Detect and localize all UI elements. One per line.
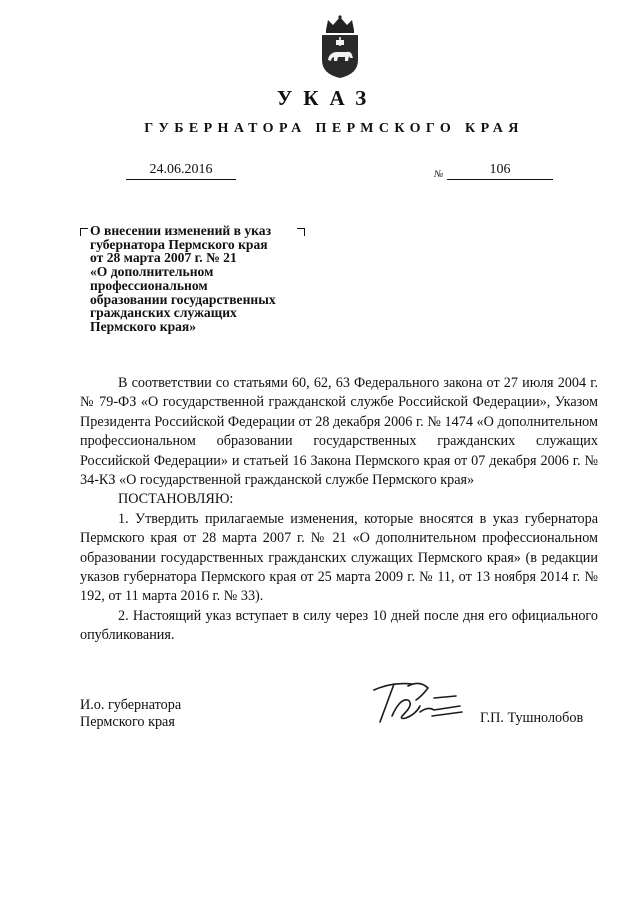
handwritten-signature xyxy=(372,676,464,728)
decree-word: ПОСТАНОВЛЯЮ: xyxy=(118,491,234,508)
document-number: 106 xyxy=(447,162,553,180)
preamble-paragraph: В соответствии со статьями 60, 62, 63 Федерального закона от 27 июля 2004 г. № 79-ФЗ «О государственной гражданской службе Российской Федерации», Указом Президента Российской Федерации от 28 декабря 2006 г. № 1474 «О дополнительном профессиональном образовании государственных гражданских служащих Российской Федерации» и статьей 16 Закона Пермского края от 07 декабря 2006 г. № 34-КЗ «О государственной гражданской службе Пермского края» xyxy=(80,375,598,489)
subject-line: О внесении изменений в указ xyxy=(90,223,272,238)
subject-line: «О дополнительном xyxy=(90,264,214,280)
document-body xyxy=(80,374,598,646)
item-1-paragraph: 1. Утвердить прилагаемые изменения, которые вносятся в указ губернатора Пермского края от 28 марта 2007 г. № 21 «О дополнительном профессиональном образовании государственных гражданских служащих Пермского края» (в редакции указов губернатора Пермского края от 25 марта 2009 г. № 11, от 13 ноября 2014 г. № 192, от 11 марта 2016 г. № 33). xyxy=(80,510,598,605)
document-date: 24.06.2016 xyxy=(126,162,236,180)
document-subtitle: ГУБЕРНАТОРА ПЕРМСКОГО КРАЯ xyxy=(144,121,524,136)
subject-corner-left xyxy=(80,228,88,236)
subject-block xyxy=(90,224,310,334)
subject-line: от 28 марта 2007 г. № 21 xyxy=(90,250,237,266)
subject-line: Пермского края» xyxy=(90,318,197,334)
signatory-name: Г.П. Тушнолобов xyxy=(480,710,584,726)
subject-line: губернатора Пермского края xyxy=(90,236,268,252)
signatory-position-line: Пермского края xyxy=(80,713,175,730)
number-sign: № xyxy=(434,169,444,180)
document-title: УКАЗ xyxy=(276,86,378,110)
signatory-position xyxy=(80,697,181,730)
subject-line: образовании государственных xyxy=(90,291,276,307)
subject-line: гражданских служащих xyxy=(90,305,237,321)
coat-of-arms-icon xyxy=(318,14,362,80)
signatory-position-line: И.о. губернатора xyxy=(80,697,182,713)
subject-line: профессиональном xyxy=(90,277,208,293)
item-2-paragraph: 2. Настоящий указ вступает в силу через 10 дней после дня его официального опубликования. xyxy=(80,607,598,644)
